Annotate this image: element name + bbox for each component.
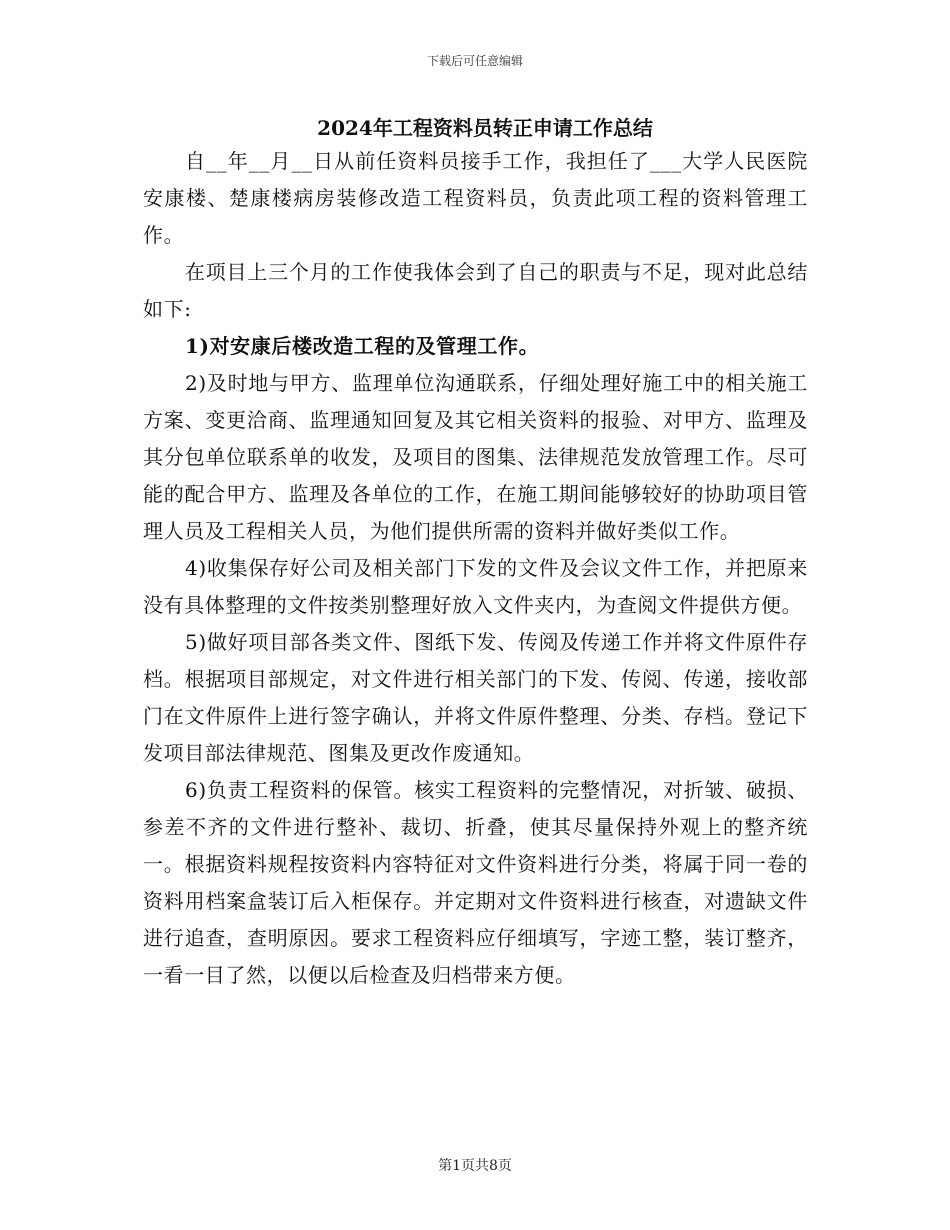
page-number-footer: 第1页共8页: [438, 1158, 512, 1174]
paragraph-intro: 自__年__月__日从前任资料员接手工作，我担任了___大学人民医院安康楼、楚康楼病房装修改造工程资料员，负责此项工程的资料管理工作。: [143, 149, 808, 247]
paragraph-item-5: 5)做好项目部各类文件、图纸下发、传阅及传递工作并将文件原件存档。根据项目部规定，对文件进行相关部门的下发、传阅、传递，接收部门在文件原件上进行签字确认，并将文件原件整理、分类、存档。登记下发项目部法律规范、图集及更改作废通知。: [143, 630, 808, 765]
paragraph-item-2: 2)及时地与甲方、监理单位沟通联系，仔细处理好施工中的相关施工方案、变更洽商、监理通知回复及其它相关资料的报验、对甲方、监理及其分包单位联系单的收发，及项目的图集、法律规范发放管理工作。尽可能的配合甲方、监理及各单位的工作，在施工期间能够较好的协助项目管理人员及工程相关人员，为他们提供所需的资料并做好类似工作。: [143, 371, 808, 543]
paragraph-item-4: 4)收集保存好公司及相关部门下发的文件及会议文件工作，并把原来没有具体整理的文件按类别整理好放入文件夹内，为查阅文件提供方便。: [143, 556, 808, 617]
paragraph-summary-lead: 在项目上三个月的工作使我体会到了自己的职责与不足，现对此总结如下:: [143, 260, 808, 321]
document-body: [143, 143, 808, 994]
paragraph-item-6: 6)负责工程资料的保管。核实工程资料的完整情况，对折皱、破损、参差不齐的文件进行整补、裁切、折叠，使其尽量保持外观上的整齐统一。根据资料规程按资料内容特征对文件资料进行分类，将属于同一卷的资料用档案盒装订后入柜保存。并定期对文件资料进行核查，对遗缺文件进行追查，查明原因。要求工程资料应仔细填写，字迹工整，装订整齐，一看一目了然，以便以后检查及归档带来方便。: [143, 778, 808, 987]
document-title: 2024年工程资料员转正申请工作总结: [317, 116, 653, 140]
page-header-note: 下载后可任意编辑: [426, 54, 523, 68]
paragraph-item-1-heading: 1)对安康后楼改造工程的及管理工作。: [185, 334, 540, 358]
